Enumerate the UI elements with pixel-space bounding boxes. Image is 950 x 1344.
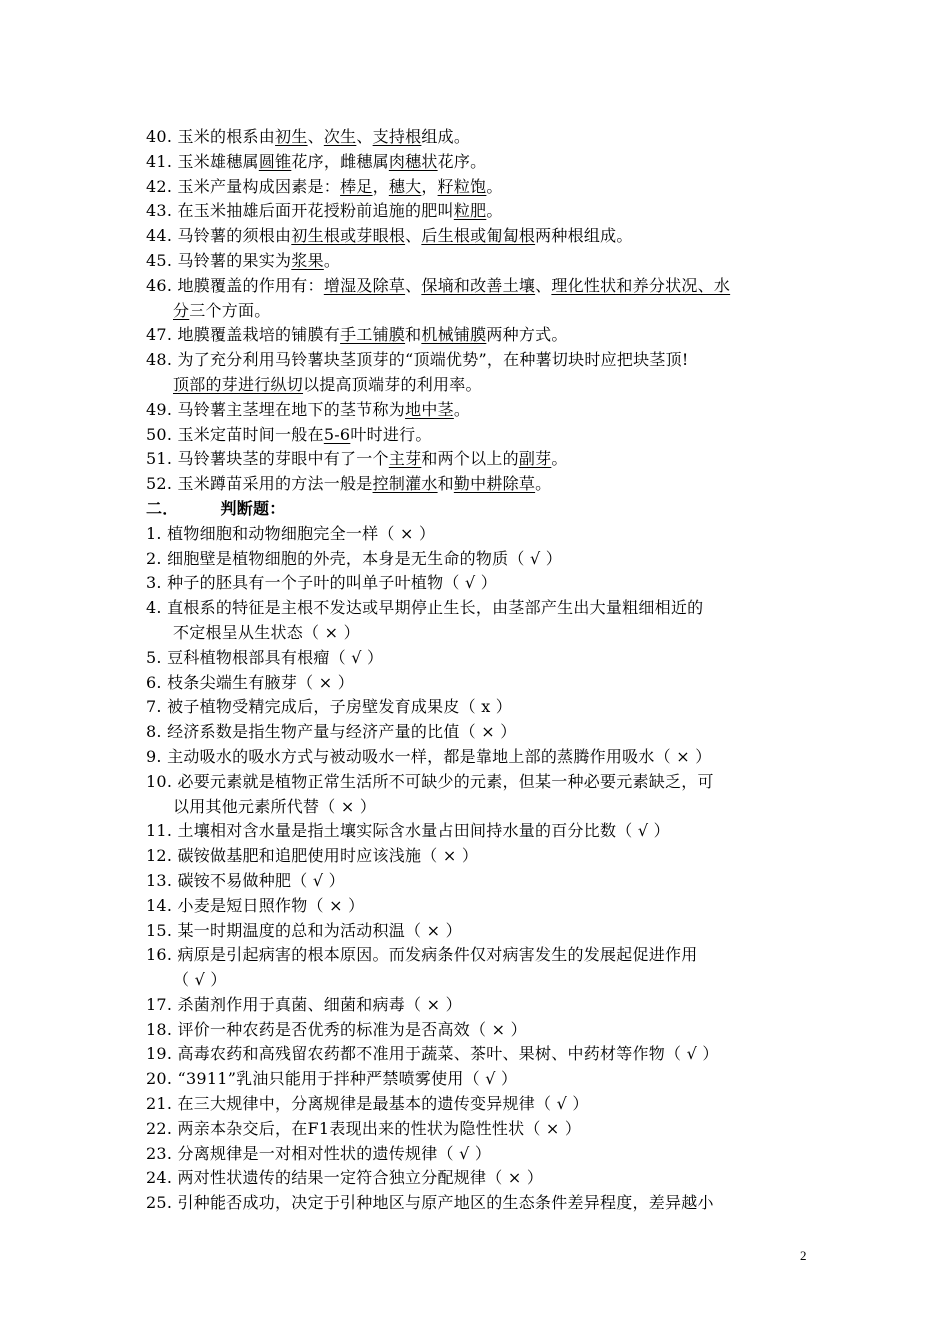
judgment-item bbox=[146, 720, 810, 745]
item-number: 7. bbox=[146, 697, 162, 717]
answer-blank: 副芽 bbox=[518, 449, 552, 469]
question-text: 以提高顶端芽的利用率。 bbox=[303, 374, 482, 394]
fill-in-item bbox=[146, 224, 810, 249]
judgment-item bbox=[146, 1117, 810, 1142]
question-text: 地膜覆盖的作用有： bbox=[177, 275, 324, 295]
judgment-item bbox=[146, 1067, 810, 1092]
question-text: 。 bbox=[453, 399, 471, 419]
question-text: 三个方面。 bbox=[189, 300, 271, 320]
item-number: 43. bbox=[146, 201, 173, 221]
answer-blank: 棒足 bbox=[340, 176, 373, 196]
answer-blank: 分 bbox=[173, 300, 190, 320]
question-text: 、 bbox=[307, 127, 324, 146]
judgment-item bbox=[146, 571, 810, 596]
judgment-item bbox=[146, 1042, 810, 1067]
judgment-answers bbox=[146, 522, 810, 1216]
answer-blank: 顶部的芽进行纵切 bbox=[173, 374, 304, 394]
question-text: 两种根组成。 bbox=[535, 226, 633, 246]
question-text: 马铃薯的须根由 bbox=[177, 226, 292, 246]
judgment-text: 两亲本杂交后，在F1表现出来的性状为隐性性状（ × ） bbox=[177, 1118, 582, 1138]
item-number: 42. bbox=[146, 176, 173, 196]
question-text: 和 bbox=[437, 474, 454, 494]
judgment-text: 种子的胚具有一个子叶的叫单子叶植物（ √ ） bbox=[167, 573, 497, 593]
item-number: 3. bbox=[146, 573, 162, 593]
answer-blank: 5-6 bbox=[323, 424, 351, 444]
judgment-text: 引种能否成功，决定于引种地区与原产地区的生态条件差异程度，差异越小 bbox=[177, 1193, 714, 1213]
item-number: 51. bbox=[146, 449, 173, 469]
item-number: 25. bbox=[146, 1193, 173, 1213]
judgment-text: 直根系的特征是主根不发达或早期停止生长，由茎部产生出大量粗细相近的 bbox=[167, 598, 704, 618]
item-number: 47. bbox=[146, 325, 173, 345]
answer-blank: 初生 bbox=[275, 127, 308, 146]
fill-in-item bbox=[146, 348, 810, 373]
question-text: 。 bbox=[323, 250, 341, 270]
answer-blank: 初生根或芽眼根 bbox=[291, 226, 406, 246]
judgment-item bbox=[146, 646, 810, 671]
item-number: 15. bbox=[146, 920, 173, 940]
answer-blank: 后生根或匍匐根 bbox=[421, 226, 536, 246]
question-text: 。 bbox=[551, 449, 568, 469]
fill-in-item bbox=[146, 398, 810, 423]
judgment-item bbox=[146, 943, 810, 968]
item-number: 17. bbox=[146, 994, 173, 1014]
judgment-text: 在三大规律中，分离规律是最基本的遗传变异规律（ √ ） bbox=[177, 1094, 589, 1114]
judgment-text: 土壤相对含水量是指土壤实际含水量占田间持水量的百分比数（ √ ） bbox=[177, 821, 670, 841]
question-text: ， bbox=[372, 176, 389, 196]
item-number: 18. bbox=[146, 1019, 173, 1039]
answer-blank: 穗大 bbox=[388, 176, 422, 196]
answer-blank: 浆果 bbox=[291, 250, 324, 270]
item-number: 1. bbox=[146, 523, 162, 543]
item-number: 11. bbox=[146, 821, 173, 841]
item-number: 10. bbox=[146, 771, 173, 791]
judgment-item bbox=[146, 547, 810, 572]
answer-blank: 保墒和改善土壤 bbox=[421, 275, 536, 295]
judgment-text: 碳铵不易做种肥（ √ ） bbox=[177, 870, 345, 890]
answer-blank: 理化性状和养分状况、水 bbox=[551, 275, 731, 295]
question-text: ， bbox=[421, 176, 438, 196]
item-number: 4. bbox=[146, 598, 162, 618]
question-text: 玉米的根系由 bbox=[177, 127, 276, 146]
item-number: 50. bbox=[146, 424, 173, 444]
item-number: 52. bbox=[146, 474, 173, 494]
judgment-text: 病原是引起病害的根本原因。而发病条件仅对病害发生的发展起促进作用 bbox=[177, 945, 698, 965]
answer-blank: 地中茎 bbox=[405, 399, 454, 419]
answer-blank: 控制灌水 bbox=[372, 474, 438, 494]
item-number: 6. bbox=[146, 672, 162, 692]
question-text: 玉米蹲苗采用的方法一般是 bbox=[177, 474, 373, 494]
judgment-text: 分离规律是一对相对性状的遗传规律（ √ ） bbox=[177, 1143, 492, 1163]
question-text: 马铃薯块茎的芽眼中有了一个 bbox=[177, 449, 389, 469]
section-number: 二． bbox=[146, 498, 179, 518]
answer-blank: 勤中耕除草 bbox=[453, 474, 536, 494]
judgment-text: 碳铵做基肥和追肥使用时应该浅施（ × ） bbox=[177, 846, 479, 866]
question-text: 。 bbox=[486, 176, 503, 196]
question-text: 马铃薯的果实为 bbox=[177, 250, 292, 270]
item-number: 49. bbox=[146, 399, 173, 419]
judgment-text: 小麦是短日照作物（ × ） bbox=[177, 895, 365, 915]
judgment-item bbox=[146, 1166, 810, 1191]
fill-in-item bbox=[146, 150, 810, 175]
question-text: 两种方式。 bbox=[486, 325, 568, 345]
judgment-item bbox=[146, 869, 810, 894]
judgment-text: 高毒农药和高残留农药都不准用于蔬菜、茶叶、果树、中药材等作物（ √ ） bbox=[177, 1044, 719, 1064]
judgment-item bbox=[146, 1092, 810, 1117]
question-text: 叶时进行。 bbox=[350, 424, 432, 444]
section-title: 判断题： bbox=[220, 498, 286, 518]
answer-blank: 粒肥 bbox=[453, 201, 487, 221]
question-text: 在玉米抽雄后面开花授粉前追施的肥叫 bbox=[177, 201, 454, 221]
judgment-item bbox=[146, 1018, 810, 1043]
question-text: 。 bbox=[486, 201, 503, 221]
item-number: 46. bbox=[146, 275, 173, 295]
fill-in-item bbox=[146, 274, 810, 299]
item-number: 23. bbox=[146, 1143, 173, 1163]
fill-in-item bbox=[146, 423, 810, 448]
question-text: 马铃薯主茎埋在地下的茎节称为 bbox=[177, 399, 406, 419]
item-number: 19. bbox=[146, 1044, 173, 1064]
judgment-item bbox=[146, 745, 810, 770]
question-text: 组成。 bbox=[421, 127, 471, 146]
judgment-text: 被子植物受精完成后，子房壁发育成果皮（ x ） bbox=[167, 697, 513, 717]
judgment-item bbox=[146, 993, 810, 1018]
judgment-text: 豆科植物根部具有根瘤（ √ ） bbox=[167, 647, 384, 667]
question-text: 、 bbox=[405, 275, 422, 295]
answer-blank: 籽粒饱 bbox=[437, 176, 487, 196]
judgment-text: 杀菌剂作用于真菌、细菌和病毒（ × ） bbox=[177, 994, 462, 1014]
question-text: 、 bbox=[535, 275, 552, 295]
judgment-text: 枝条尖端生有腋芽（ × ） bbox=[167, 672, 354, 692]
item-number: 14. bbox=[146, 895, 173, 915]
answer-blank: 支持根 bbox=[372, 127, 422, 146]
fill-in-item bbox=[146, 472, 810, 497]
item-number: 13. bbox=[146, 870, 173, 890]
judgment-text: “3911”乳油只能用于拌种严禁喷雾使用（ √ ） bbox=[177, 1069, 518, 1089]
section-heading-judgment bbox=[146, 497, 810, 522]
question-text: 花序，雌穗属 bbox=[291, 151, 389, 171]
judgment-text: 经济系数是指生物产量与经济产量的比值（ × ） bbox=[167, 722, 517, 742]
fill-in-answers bbox=[146, 125, 810, 497]
question-text: 。 bbox=[535, 474, 552, 494]
judgment-item bbox=[146, 1142, 810, 1167]
judgment-item-continuation: （ √ ） bbox=[173, 970, 227, 990]
fill-in-item-continuation bbox=[146, 373, 810, 398]
question-text: 花序。 bbox=[437, 151, 487, 171]
item-number: 12. bbox=[146, 846, 173, 866]
item-number: 9. bbox=[146, 746, 162, 766]
fill-in-item bbox=[146, 447, 810, 472]
question-text: 和 bbox=[405, 325, 422, 345]
judgment-item bbox=[146, 671, 810, 696]
document-body bbox=[146, 125, 810, 1216]
item-number: 24. bbox=[146, 1168, 173, 1188]
item-number: 22. bbox=[146, 1118, 173, 1138]
fill-in-item bbox=[146, 323, 810, 348]
fill-in-item-continuation bbox=[146, 299, 810, 324]
item-number: 40. bbox=[146, 127, 173, 146]
judgment-text: 细胞壁是植物细胞的外壳，本身是无生命的物质（ √ ） bbox=[167, 548, 562, 568]
fill-in-item bbox=[146, 199, 810, 224]
judgment-item bbox=[146, 844, 810, 869]
judgment-item bbox=[146, 919, 810, 944]
judgment-text: 植物细胞和动物细胞完全一样（ × ） bbox=[167, 523, 436, 543]
judgment-item bbox=[146, 596, 810, 621]
item-number: 21. bbox=[146, 1094, 173, 1114]
answer-blank: 圆锥 bbox=[258, 151, 292, 171]
judgment-item bbox=[146, 522, 810, 547]
judgment-text: 某一时期温度的总和为活动积温（ × ） bbox=[177, 920, 462, 940]
question-text: 为了充分利用马铃薯块茎顶芽的“顶端优势”，在种薯切块时应把块茎顶! bbox=[177, 350, 689, 370]
question-text: 地膜覆盖栽培的铺膜有 bbox=[177, 325, 341, 345]
judgment-text: 评价一种农药是否优秀的标准为是否高效（ × ） bbox=[177, 1019, 527, 1039]
question-text: 和两个以上的 bbox=[421, 449, 519, 469]
item-number: 44. bbox=[146, 226, 173, 246]
judgment-item bbox=[146, 1191, 810, 1216]
answer-blank: 手工铺膜 bbox=[340, 325, 406, 345]
judgment-text: 两对性状遗传的结果一定符合独立分配规律（ × ） bbox=[177, 1168, 544, 1188]
question-text: 玉米雄穗属 bbox=[177, 151, 259, 171]
item-number: 5. bbox=[146, 647, 162, 667]
judgment-item bbox=[146, 894, 810, 919]
question-text: 玉米产量构成因素是： bbox=[177, 176, 341, 196]
item-number: 2. bbox=[146, 548, 162, 568]
judgment-item-continuation: 不定根呈从生状态（ × ） bbox=[173, 622, 360, 642]
item-number: 48. bbox=[146, 350, 173, 370]
item-number: 20. bbox=[146, 1069, 173, 1089]
question-text: 玉米定苗时间一般在 bbox=[177, 424, 324, 444]
answer-blank: 增湿及除草 bbox=[323, 275, 406, 295]
answer-blank: 次生 bbox=[323, 127, 357, 146]
item-number: 16. bbox=[146, 945, 173, 965]
answer-blank: 机械铺膜 bbox=[421, 325, 487, 345]
judgment-item bbox=[146, 819, 810, 844]
fill-in-item bbox=[146, 175, 810, 200]
item-number: 41. bbox=[146, 151, 173, 171]
answer-blank: 主芽 bbox=[388, 449, 422, 469]
question-text: 、 bbox=[405, 226, 422, 246]
judgment-text: 主动吸水的吸水方式与被动吸水一样，都是靠地上部的蒸腾作用吸水（ × ） bbox=[167, 746, 712, 766]
question-text: 、 bbox=[356, 127, 373, 146]
fill-in-item bbox=[146, 125, 810, 150]
item-number: 45. bbox=[146, 250, 173, 270]
item-number: 8. bbox=[146, 722, 162, 742]
fill-in-item bbox=[146, 249, 810, 274]
judgment-item bbox=[146, 695, 810, 720]
judgment-text: 必要元素就是植物正常生活所不可缺少的元素，但某一种必要元素缺乏，可 bbox=[177, 771, 714, 791]
judgment-item-continuation: 以用其他元素所代替（ × ） bbox=[173, 796, 377, 816]
page-number: 2 bbox=[800, 1248, 807, 1263]
answer-blank: 肉穗状 bbox=[388, 151, 438, 171]
judgment-item bbox=[146, 770, 810, 795]
